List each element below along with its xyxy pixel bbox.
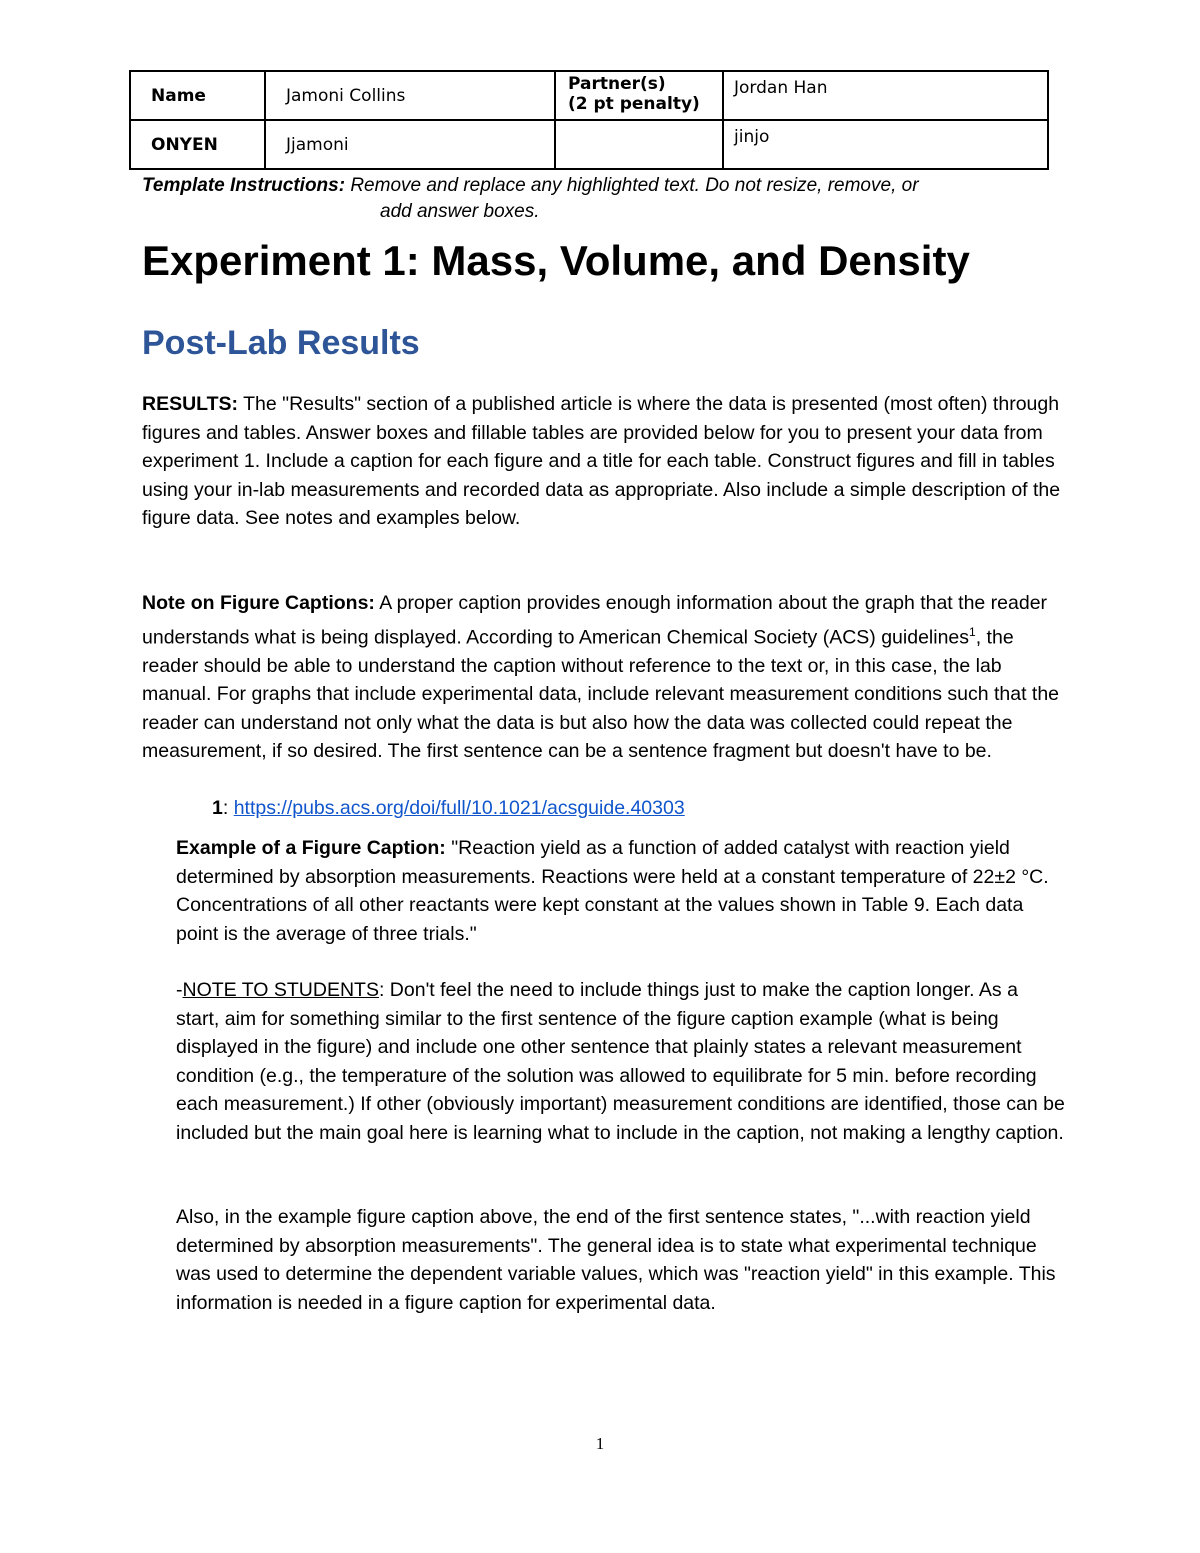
name-field[interactable]: Jamoni Collins [265, 71, 555, 120]
footnote-marker: 1 [969, 624, 976, 639]
partner-label-line2: (2 pt penalty) [568, 94, 700, 114]
results-text: The "Results" section of a published article is where the data is presented (most often) through figures and tables. Answer boxes and fillable tables are provided below for you to present your data from experiment 1. Include a caption for each figure and a title for each table. Construct figures and fill in tables using your in-lab measurements and recorded data as appropriate. Also include a simple description of the figure data. See notes and examples below. [142, 393, 1061, 529]
header-info-table [129, 70, 1049, 170]
note-students-label: NOTE TO STUDENTS [182, 979, 379, 1001]
header-row-onyen [130, 120, 1048, 169]
note-text-a: A proper caption provides enough information about the graph that the reader understands what is being displayed. According to American Chemical Society (ACS) guidelines [142, 592, 1048, 648]
also-paragraph: Also, in the example figure caption above, the end of the first sentence states, "...with reaction yield determined by absorption measurements". The general idea is to state what experimental technique was used to determine the dependent variable values, which was "reaction yield" in this example. This information is needed in a figure caption for experimental data. [176, 1206, 1056, 1314]
example-paragraph [176, 834, 1066, 948]
instructions-line2: add answer boxes. [380, 201, 540, 222]
reference-number: 1 [212, 797, 223, 819]
header-row-name [130, 71, 1048, 120]
page-number: 1 [595, 1434, 605, 1453]
example-text: "Reaction yield as a function of added catalyst with reaction yield determined by absorption measurements. Reactions were held at a constant temperature of 22±2 °C. Concentrations of all other reactants were kept constant at the values shown in Table 9. Each data point is the average of three trials." [176, 837, 1049, 945]
instructions-line1: Remove and replace any highlighted text. Do not resize, remove, or [345, 175, 919, 196]
partner-onyen-field[interactable]: jinjo [723, 120, 1048, 169]
instructions-label: Template Instructions: [142, 175, 346, 196]
results-paragraph [142, 390, 1072, 533]
results-label: RESULTS: [142, 393, 239, 415]
note-students-text: : Don't feel the need to include things just to make the caption longer. As a start, aim for something similar to the first sentence of the figure caption example (what is being displayed in the figure) and include one other sentence that plainly states a relevant measurement condition (e.g., the temperature of the solution was allowed to equilibrate for 5 min. before recording each measurement.) If other (obviously important) measurement conditions are identified, those can be included but the main goal here is learning what to include in the caption, not making a lengthy caption. [176, 979, 1065, 1144]
note-students-prefix: - [176, 979, 183, 1001]
template-instructions [142, 173, 1062, 225]
partner-label-line1: Partner(s) [568, 74, 666, 94]
name-label: Name [130, 71, 265, 120]
note-label: Note on Figure Captions: [142, 592, 375, 614]
note-text-b: , the reader should be able to understand the caption without reference to the text or, in this case, the lab manual. For graphs that include experimental data, include relevant measurement conditions such that the reader can understand not only what the data is but also how the data was collected could repeat the measurement, if so desired. The first sentence can be a sentence fragment but doesn't have to be. [142, 626, 1060, 762]
reference-sep: : [222, 797, 234, 819]
example-label: Example of a Figure Caption: [176, 837, 446, 859]
section-heading: Post-Lab Results [142, 324, 420, 362]
partner-name-field[interactable]: Jordan Han [723, 71, 1048, 120]
blank-cell[interactable] [555, 120, 723, 169]
partner-label [555, 71, 723, 120]
reference-line [212, 794, 685, 822]
note-paragraph [142, 589, 1072, 766]
onyen-field[interactable]: Jjamoni [265, 120, 555, 169]
note-students-paragraph [176, 976, 1066, 1147]
page-title: Experiment 1: Mass, Volume, and Density [142, 237, 970, 284]
onyen-label: ONYEN [130, 120, 265, 169]
reference-link[interactable]: https://pubs.acs.org/doi/full/10.1021/acsguide.40303 [233, 797, 685, 819]
